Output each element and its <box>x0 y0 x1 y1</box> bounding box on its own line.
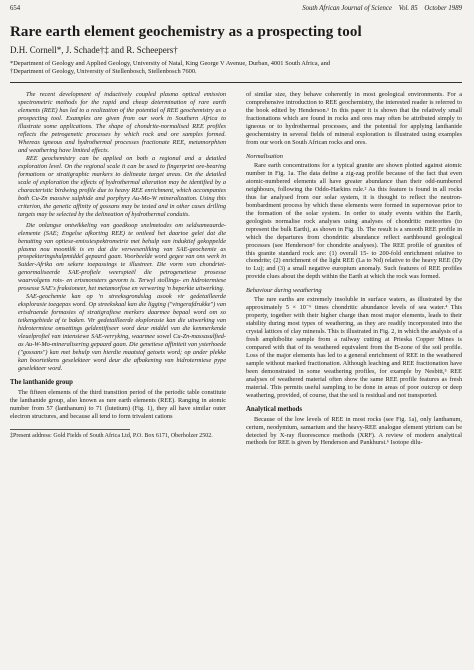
normalisation-paragraph: Rare earth concentrations for a typical granite are shown plotted against atomic number in Fig. 1a. The data define a zig-zag profile because of the fact that even atomic-numbered elements all have greater abundance than their odd-numbered neighbours, following the Oddo-Harkins rule.² As this feature is found in all rocks thus far analysed from our solar system, it is thought to reflect the neutron-bombardment process by which these elements were formed in supernovae prior to the formation of the solar system. In order to study events within the Earth, geologists normalise rock analyses using analyses of chondritic meteorites (to represent the bulk Earth), as shown in Fig. 1b. The result is a smooth REE profile in which the departures from chondritic abundance reflect earthbound geological processes (see Henderson³ for chondrite analyses). The REE profile of granites of this granite standard rock are: (1) overall 15- to 200-fold enrichment relative to chondrite; (2) enrichment of the light REE (La to Nd) relative to the heavy REE (Dy to Lu); and (3) a small negative europium anomaly. Such features of REE profiles provide clues about the depth within the Earth at which the rock was formed. <box>246 162 462 281</box>
section-heading-weathering: Behaviour during weathering <box>246 287 322 295</box>
intro-continuation: of similar size, they behave coherently in most geological environments. For a comprehensive introduction to REE geochemistry, the interested reader is referred to the book edited by Henderson.¹ In this paper it is shown that the relatively small fractionations which are found in rocks and ores may often be attributed simply to igneous or to hydrothermal processes, and the potential for applying lanthanide geochemistry in several fields of mineral exploration is illustrated using examples from our work on South African rocks and ores. <box>246 91 462 147</box>
section-heading-normalisation: Normalisation <box>246 153 283 161</box>
title-rule <box>10 82 462 83</box>
section-heading-analytical: Analytical methods <box>246 405 303 413</box>
left-column <box>10 91 226 447</box>
running-header <box>10 0 462 13</box>
affiliation-stellenbosch: †Department of Geology, University of Stellenbosch, Stellenbosch 7600. <box>10 68 197 76</box>
body-columns <box>10 91 462 447</box>
afrikaans-paragraph-2: SAE-geochemie kan op 'n streeksgrondslag asook vir gedetailleerde eksplorasie toegepas word. Op streekskaal kan die ligging ("vingerafdrukke") van ertsdraende formasies of stratigrafiese merkers daarmee bepaal word om so teikengebiede af te baken. Vir gedetailleerde eksplorasie kan die uitwerking van hidrotermiese omsettings geldentifiseer word deur middel van die kenmerkende vleuelprofiel van intensiewe SAE-verryking, waarmee sowel Cu-Zn-massasulfied- as Au-W-Mo-mineralisering gepaard gaan. Die genetiese affiniteit van ysterhoede ("gossans") kan met behulp van hierdie maatstaf getoets word; op ander plekke kan boorteikens geselekteer word deur die afbakening van hidrotermiese pype geselekteer word. <box>18 293 226 372</box>
page-number: 654 <box>10 5 21 12</box>
weathering-paragraph: The rare earths are extremely insoluble in surface waters, as illustrated by the approximately 5 × 10⁻⁶ times chondritic abundance levels of sea water.⁴ This property, together with their higher charge than most major elements, leads to their stability during most types of weathering, as they are readily incorporated into the crystal lattices of clay minerals. This is illustrated in Fig. 2, in which the analysis of a fresh amphibolite sample from a railway cutting at Prieska Copper Mines is compared with that of its weathered equivalent from the B-zone of the soil profile. Loss of the major elements has led to a general enrichment of REE in the weathered sample without marked fractionation. Although leaching and REE fractionation have been demonstrated in some weathering profiles, for example by Nesbitt,⁵ REE analyses of weathered material often show the same REE profile features as fresh material. This permits useful sampling to be done in areas of poor outcrop or deep weathering, provided, of course, that the soil is residual and not transported. <box>246 296 462 399</box>
affiliation-natal: *Department of Geology and Applied Geology, University of Natal, King George V Avenue, Durban, 4001 South Africa, and <box>10 60 330 67</box>
afrikaans-paragraph-1: Die onlangse ontwikkeling van goedkoop snelmetodes om seldsameaarde-elemente (SAE; Engelse afkorting REE) te ontleed het daartoe gelei dat die benutting van optiese-emissiespektrometrie met behulp van induktief gekoppelde plasma nou moontlik is en dat die verwesenliking van SAE-geochemie as prospekteringshulpmiddel gepaard gaan. Voorbeelde word gegee van ons werk in Suider-Afrika om sekere toepassings te illustreer. Die vorm van chondriet-genormaliseerde SAE-profiele weerspieël die petrogenetiese prosesse waarvolgens rots- en ertsmonsters gevorm is. Terwyl stollings- en hidrotermiese prosesse SAE's fraksioneer, het metamorfose en verwering 'n beperkte uitwerking. <box>18 221 226 293</box>
authors: D.H. Cornell*, J. Schade†‡ and R. Scheepers† <box>10 45 178 55</box>
abstract-paragraph-2: REE geochemistry can be applied on both a regional and a detailed exploration level. On the regional scale it can be used to fingerprint ore-bearing formations or stratigraphic markers to delineate target areas. On the detailed scale of exploration the effects of hydrothermal alteration may be identified by a characteristic birdwing profile due to heavy REE enrichment, which accompanies both Cu-Zn massive sulphide and porphyry Au-Mo-W mineralization. Using this criterion, the genetic affinity of gossans may be tested and in other cases drilling targets may be selected by the delineation of hydrothermal conduits. <box>18 155 226 218</box>
section-heading-lanthanide: The lanthanide group <box>10 378 73 386</box>
abstract <box>18 91 226 372</box>
footnote-rule <box>10 429 213 441</box>
journal-info: South African Journal of Science Vol. 85 October 1989 <box>302 5 462 12</box>
affiliations <box>10 60 462 76</box>
analytical-paragraph: Because of the low levels of REE in most rocks (see Fig. 1a), only lanthanum, cerium, neodymium, samarium and the heavy-REE analogue element yttrium can be detected by X-ray fluorescence methods (XRF). A review of modern analytical methods for REE is given by Henderson and Pankhurst.⁶ Isotope dilu- <box>246 415 462 447</box>
abstract-paragraph-1: The recent development of inductively coupled plasma optical emission spectrometric methods for the rapid and cheap determination of rare earth elements (REE) has led to a realization of the potential of REE geochemistry as a prospecting tool. Examples are given from our work in Southern Africa to illustrate some applications. The shape of chondrite-normalised REE profiles reflects the petrogenetic processes by which rock and ore samples formed. Whereas igneous and hydrothermal processes fractionate REE, metamorphism and weathering have limited effects. <box>18 91 226 155</box>
footnote-text: ‡Present address: Gold Fields of South Africa Ltd, P.O. Box 6171, Oberholzer 2502. <box>10 432 213 439</box>
right-column <box>246 91 462 447</box>
lanthanide-paragraph: The fifteen elements of the third transition period of the periodic table constitute the lanthanide group, also known as rare earth elements (REE). Ranging in atomic number from 57 (lanthanum) to 71 (lutetium) (Fig. 1), they all have similar outer electron structures, and because all tend to form trivalent cations <box>10 388 226 420</box>
article-title: Rare earth element geochemistry as a prospecting tool <box>10 24 362 40</box>
